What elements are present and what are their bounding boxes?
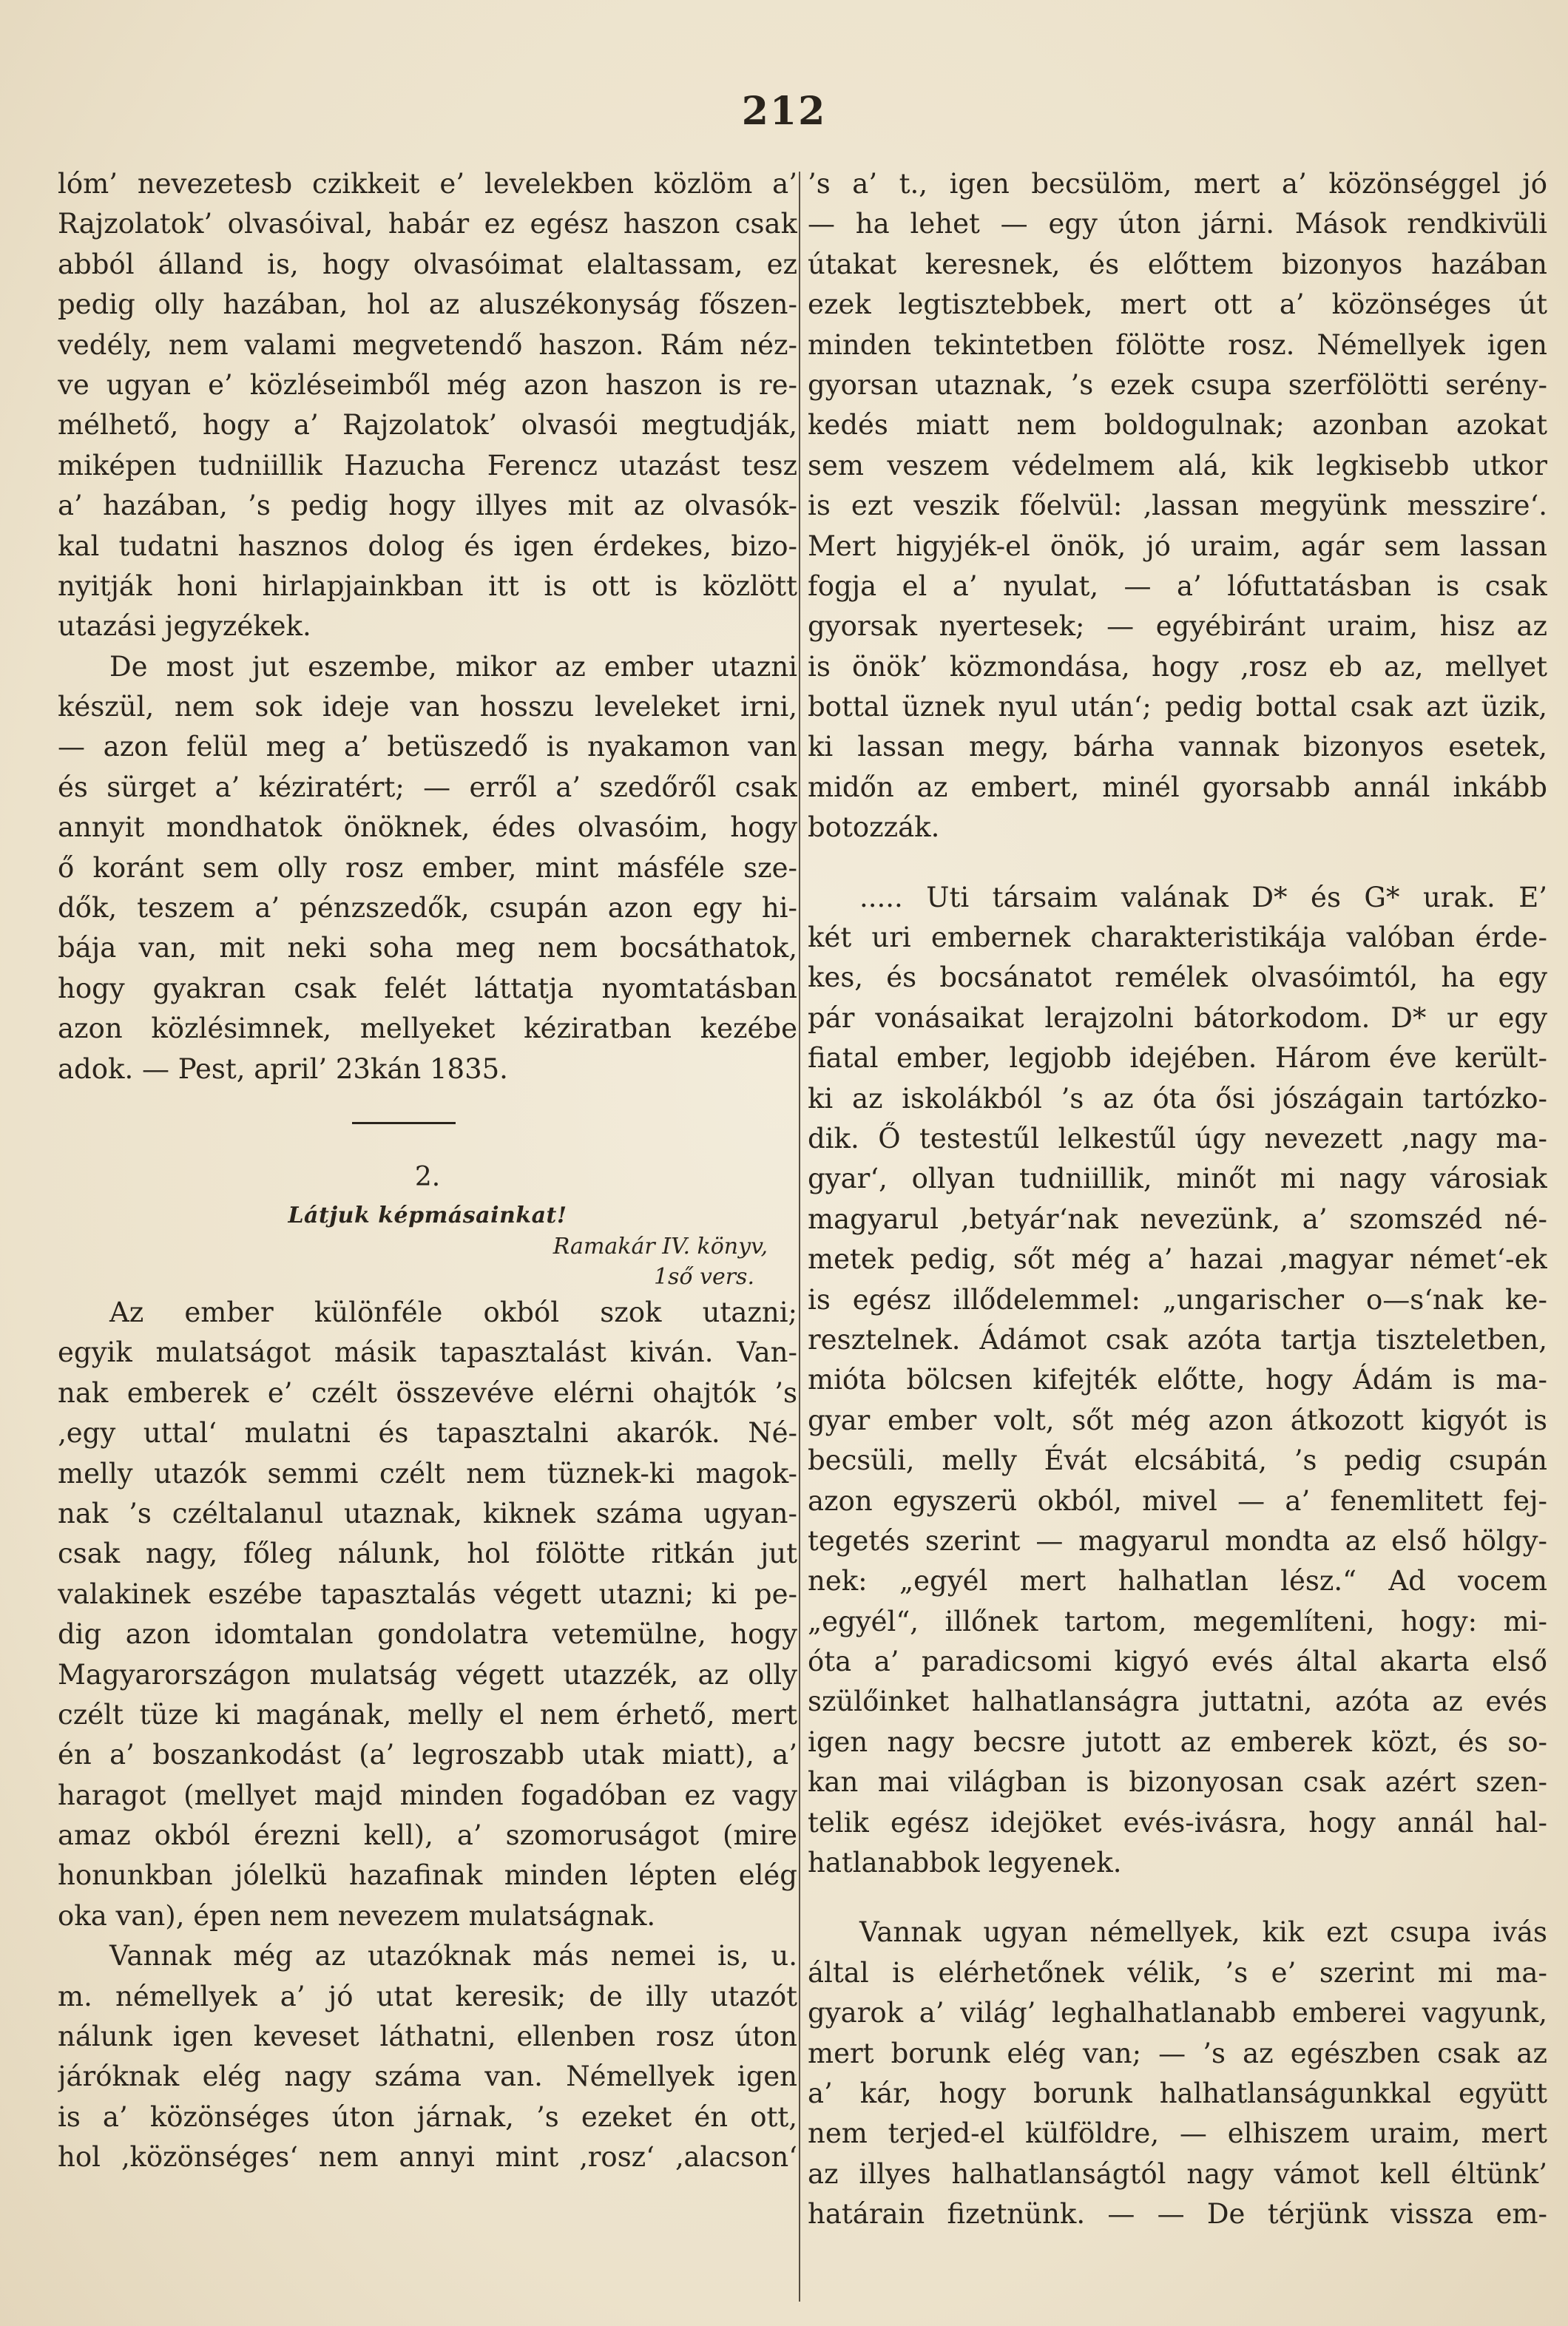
text-line: is ezt veszik főelvül: ‚lassan megyünk messzire‘.	[808, 490, 1547, 522]
text-line: kes, és bocsánatot remélek olvasóimtól, ha egy	[808, 961, 1547, 994]
section-number: 2.	[414, 1161, 441, 1192]
left-paragraph-2	[58, 647, 797, 1089]
text-line: — ha lehet — egy úton járni. Mások rendkivüli	[808, 208, 1547, 240]
text-line: nak ’s czéltalanul utaznak, kiknek száma ugyan-	[58, 1497, 797, 1529]
text-line: lóm’ nevezetesb czikkeit e’ levelekben közlöm a’	[58, 168, 797, 200]
page-number: 212	[741, 89, 827, 134]
text-line: a’ hazában, ’s pedig hogy illyes mit az olvasók-	[58, 490, 797, 522]
text-line: — azon felül meg a’ betüszedő is nyakamon van	[58, 731, 797, 763]
text-line: dig azon idomtalan gondolatra vetemülne, hogy	[58, 1618, 797, 1651]
text-line: nyitják honi hirlapjainkban itt is ott is közlött	[58, 569, 797, 602]
motto-title: Látjuk képmásainkat!	[288, 1202, 567, 1228]
text-line: honunkban jólelkü hazafinak minden lépten elég	[58, 1859, 797, 1892]
text-line: óta a’ paradicsomi kigyó evés által akarta első	[808, 1646, 1547, 1678]
text-line: szülőinket halhatlanságra juttatni, azóta az evés	[808, 1686, 1547, 1718]
text-line: mélhető, hogy a’ Rajzolatok’ olvasói megtudják,	[58, 409, 797, 442]
text-line: tegetés szerint — magyarul mondta az első hölgy-	[808, 1524, 1547, 1557]
text-line: ’s a’ t., igen becsülöm, mert a’ közönséggel jó	[808, 168, 1547, 200]
column-divider	[799, 172, 800, 2302]
text-line: Az ember különféle okból szok utazni;	[109, 1296, 797, 1328]
text-line: midőn az embert, minél gyorsabb annál inkább	[808, 771, 1547, 803]
text-line: telik egész idejöket evés-ivásra, hogy annál hal-	[808, 1806, 1547, 1839]
left-paragraph-1	[58, 164, 797, 647]
text-line: mert borunk elég van; — ’s az egészben csak az	[808, 2037, 1547, 2069]
text-line: csak nagy, főleg nálunk, hol fölötte ritkán jut	[58, 1538, 797, 1570]
text-line: haragot (mellyet majd minden fogadóban ez vagy	[58, 1779, 797, 1811]
text-line: hol ‚közönséges‘ nem annyi mint ‚rosz‘ ‚alacson‘	[58, 2141, 797, 2174]
text-line: melly utazók semmi czélt nem tüznek-ki magok-	[58, 1457, 797, 1490]
left-column	[58, 164, 797, 2178]
text-line: azon közlésimnek, mellyeket kéziratban kezébe	[58, 1012, 797, 1045]
text-line: pedig olly hazában, hol az aluszékonyság főszen-	[58, 288, 797, 321]
text-line: ő koránt sem olly rosz ember, mint másféle sze-	[58, 851, 797, 884]
text-line: is a’ közönséges úton járnak, ’s ezeket én ott,	[58, 2100, 797, 2133]
text-line: két uri embernek charakteristikája valóban érde-	[808, 922, 1547, 954]
text-line: az illyes halhatlanságtól nagy vámot kell éltünk’	[808, 2157, 1547, 2190]
text-line: abból álland is, hogy olvasóimat elaltassam, ez	[58, 248, 797, 280]
text-line: nem terjed-el külföldre, — elhiszem uraim, mert	[808, 2117, 1547, 2150]
text-line: dők, teszem a’ pénzszedők, csupán azon egy hi-	[58, 892, 797, 924]
text-line: Rajzolatok’ olvasóival, habár ez egész haszon csak	[58, 208, 797, 240]
paragraph-gap	[808, 848, 1547, 878]
text-line: kan mai világban is bizonyosan csak azért szen-	[808, 1766, 1547, 1799]
text-line: metek pedig, sőt még a’ hazai ‚magyar német‘-ek	[808, 1243, 1547, 1276]
text-line: dik. Ő testestűl lelkestűl úgy nevezett ‚nagy ma-	[808, 1122, 1547, 1154]
text-line: adok. — Pest, april’ 23kán 1835.	[58, 1052, 508, 1085]
text-line: azon egyszerü okból, mivel — a’ fenemlitett fej-	[808, 1484, 1547, 1517]
text-line: fogja el a’ nyulat, — a’ lófuttatásban is csak	[808, 569, 1547, 602]
text-line: ‚egy uttal‘ mulatni és tapasztalni akarók. Né-	[58, 1417, 797, 1450]
text-line: ki lassan megy, bárha vannak bizonyos esetek,	[808, 731, 1547, 763]
text-line: amaz okból érezni kell), a’ szomoruságot (mire	[58, 1819, 797, 1852]
text-line: járóknak elég nagy száma van. Némellyek igen	[58, 2060, 797, 2093]
text-line: mióta bölcsen kifejték előtte, hogy Ádám is ma-	[808, 1364, 1547, 1396]
text-line: gyorsak nyertesek; — egyébiránt uraim, hisz az	[808, 610, 1547, 643]
text-line: hogy gyakran csak felét láttatja nyomtatásban	[58, 972, 797, 1004]
text-line: ve ugyan e’ közléseimből még azon haszon is re-	[58, 368, 797, 401]
left-paragraph-3	[58, 1293, 797, 1936]
text-line: Vannak még az utazóknak más nemei is, u.	[109, 1940, 797, 1972]
text-line: oka van), épen nem nevezem mulatságnak.	[58, 1899, 656, 1932]
text-line: kedés miatt nem boldogulnak; azonban azokat	[808, 409, 1547, 442]
right-column	[808, 164, 1547, 2235]
text-line: én a’ boszankodást (a’ legroszabb utak miatt), a’	[58, 1739, 797, 1771]
text-line: Magyarországon mulatság végett utazzék, az olly	[58, 1658, 797, 1691]
text-line: a’ kár, hogy borunk halhatlanságunkkal együtt	[808, 2077, 1547, 2109]
text-line: kal tudatni hasznos dolog és igen érdekes, bizo-	[58, 530, 797, 562]
text-line: czélt tüze ki magának, melly el nem érhető, mert	[58, 1698, 797, 1731]
text-line: miképen tudniillik Hazucha Ferencz utazást tesz	[58, 449, 797, 481]
motto-source-verse: 1ső vers.	[653, 1263, 754, 1290]
text-line: botozzák.	[808, 811, 940, 844]
right-paragraph-2	[808, 878, 1547, 1884]
text-line: vedély, nem valami megvetendő haszon. Rám néz-	[58, 328, 797, 361]
text-line: igen nagy becsre jutott az emberek közt, és so-	[808, 1725, 1547, 1758]
text-line: gyorsan utaznak, ’s ezek csupa szerfölötti serény-	[808, 368, 1547, 401]
text-line: pár vonásaikat lerajzolni bátorkodom. D* ur egy	[808, 1001, 1547, 1034]
text-line: Mert higyjék-el önök, jó uraim, agár sem lassan	[808, 530, 1547, 562]
text-line: m. némellyek a’ jó utat keresik; de illy utazót	[58, 1980, 797, 2012]
text-line: Vannak ugyan némellyek, kik ezt csupa ivás	[859, 1916, 1547, 1949]
text-line: sem veszem védelmem alá, kik legkisebb utkor	[808, 449, 1547, 481]
text-line: és sürget a’ kéziratért; — erről a’ szedőről csak	[58, 771, 797, 803]
text-line: bája van, mit neki soha meg nem bocsáthatok,	[58, 932, 797, 964]
text-line: ezek legtisztebbek, mert ott a’ közönséges út	[808, 288, 1547, 321]
right-paragraph-1	[808, 164, 1547, 848]
text-line: gyar ember volt, sőt még azon átkozott kigyót is	[808, 1404, 1547, 1436]
text-line: bottal üznek nyul után‘; pedig bottal csak azt üzik,	[808, 691, 1547, 723]
text-line: is önök’ közmondása, hogy ‚rosz eb az, mellyet	[808, 650, 1547, 683]
text-line: nek: „egyél mert halhatlan lész.“ Ad vocem	[808, 1565, 1547, 1598]
text-line: De most jut eszembe, mikor az ember utazni	[109, 650, 797, 683]
text-line: nálunk igen keveset láthatni, ellenben rosz úton	[58, 2021, 797, 2053]
text-line: gyar‘, ollyan tudniillik, minőt mi nagy városiak	[808, 1163, 1547, 1195]
text-line: minden tekintetben fölötte rosz. Némellyek igen	[808, 328, 1547, 361]
text-line: annyit mondhatok önöknek, édes olvasóim, hogy	[58, 811, 797, 844]
text-line: nak emberek e’ czélt összevéve elérni ohajtók ’s	[58, 1376, 797, 1409]
paragraph-gap	[808, 1883, 1547, 1913]
text-line: által is elérhetőnek vélik, ’s e’ szerint mi ma-	[808, 1956, 1547, 1989]
right-paragraph-3	[808, 1913, 1547, 2234]
text-line: becsüli, melly Évát elcsábitá, ’s pedig csupán	[808, 1444, 1547, 1477]
text-line: „egyél“, illőnek tartom, megemlíteni, hogy: mi-	[808, 1605, 1547, 1637]
text-line: határain fizetnünk. — — De térjünk vissza em-	[808, 2198, 1547, 2231]
text-line: ..... Uti társaim valának D* és G* urak. E’	[859, 881, 1547, 913]
text-line: ki az iskolákból ’s az óta ősi jószágain tartózko-	[808, 1082, 1547, 1115]
text-line: hatlanabbok legyenek.	[808, 1847, 1122, 1879]
text-line: valakinek eszébe tapasztalás végett utazni; ki pe-	[58, 1578, 797, 1610]
text-line: is egész illődelemmel: „ungarischer o—s‘nak ke-	[808, 1283, 1547, 1316]
text-line: útakat keresnek, és előttem bizonyos hazában	[808, 248, 1547, 280]
text-line: resztelnek. Ádámot csak azóta tartja tiszteletben,	[808, 1323, 1547, 1356]
text-line: utazási jegyzékek.	[58, 610, 311, 643]
text-line: fiatal ember, legjobb idejében. Három éve került-	[808, 1042, 1547, 1075]
left-paragraph-4	[58, 1936, 797, 2177]
text-line: készül, nem sok ideje van hosszu leveleket irni,	[58, 691, 797, 723]
text-line: egyik mulatságot másik tapasztalást kiván. Van-	[58, 1336, 797, 1369]
motto-source: Ramakár IV. könyv,	[552, 1233, 768, 1260]
section-separator-rule	[352, 1122, 456, 1124]
text-line: gyarok a’ világ’ leghalhatlanabb emberei vagyunk,	[808, 1997, 1547, 2029]
text-line: magyarul ‚betyár‘nak nevezünk, a’ szomszéd né-	[808, 1203, 1547, 1235]
